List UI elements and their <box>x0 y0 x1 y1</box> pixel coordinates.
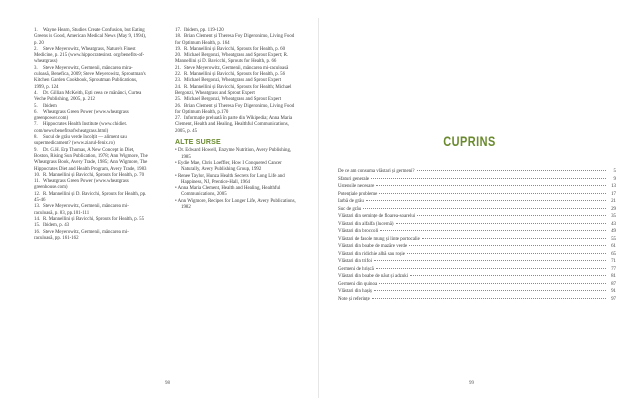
toc-entry-label: Ustensile necesare <box>338 184 375 189</box>
reference-text: R. Mannellini și D. Bavicchi, Sprouts for Health, pp. 45-46 <box>34 191 147 204</box>
alt-source-item <box>175 199 299 212</box>
toc-entry[interactable] <box>338 288 616 296</box>
reference-text: Brian Clement și Theresa Foy Digeronimo, Living Food for Optimum Health, p.170 <box>175 103 295 115</box>
toc-entry[interactable] <box>338 273 616 281</box>
toc-entry-label: Germeni din quinoa <box>338 281 378 287</box>
toc-entry-page: 49 <box>611 229 616 234</box>
reference-number: 12. <box>34 191 41 197</box>
toc-leader-dots <box>374 290 606 291</box>
reference-item <box>175 104 299 117</box>
reference-text: R. Mannellini și Bavicchi, Sprouts for Health; Michael Bergonzi, Wheatgrass and Sprout Expert <box>175 84 292 96</box>
bullet-icon: • <box>175 186 178 192</box>
toc-entry[interactable] <box>338 198 616 206</box>
toc-entry-page: 13 <box>611 184 616 189</box>
reference-text: R. Mannellini și Bavicchi, Sprouts for Health, p. 56 <box>184 72 286 78</box>
toc-entry-page: 87 <box>611 281 616 287</box>
toc-entry-page: 55 <box>611 236 616 242</box>
toc-entry-label: Vlăstari din boabe de năut și adzuki <box>338 274 409 279</box>
toc-entry-page: 65 <box>611 251 616 257</box>
reference-text: Wayne Hearn, Studies Create Confusion, but Eating Greens is Good, American Medical News (May 9, 1994), p. 20 <box>34 28 147 46</box>
toc-leader-dots <box>417 215 606 216</box>
reference-text: Steve Meyerowitz, Germenii, mâncarea mi-raculoasă, p. 83, pp.101-111 <box>34 204 129 216</box>
reference-text: Sucul de grâu verde încolțit — aliment sau supermedicament? (www.ziarul-fenix.ro) <box>34 135 127 147</box>
reference-item <box>34 135 148 148</box>
toc-entry-label: Vlăstari din broccoli <box>338 229 379 234</box>
reference-item <box>34 110 148 123</box>
reference-number: 22. <box>175 72 182 78</box>
bullet-icon: • <box>175 173 178 179</box>
page-number-right: 99 <box>469 381 474 386</box>
reference-text: Dr. Gillian McKeith, Ești ceea ce mănânci, Curtea Veche Publishing, 2005, p. 212 <box>34 90 142 103</box>
toc-entry[interactable] <box>338 213 616 221</box>
reference-text: Hippocrates Health Institute (www.chidiet. com/news/benefitsofwheatgrass.html) <box>34 122 128 134</box>
reference-number: 8. <box>34 135 38 141</box>
alt-source-item <box>175 148 299 161</box>
toc-leader-dots <box>417 170 606 171</box>
reference-item <box>34 230 148 243</box>
reference-number: 9. <box>34 147 38 153</box>
toc-entry-page: 81 <box>611 274 616 279</box>
reference-text: Informație preluată în parte din Wikipedia; Anna Maria Clement, Health and Healing, Healthful Communications, 2005, p. 45 <box>175 116 293 134</box>
reference-text: Michael Bergonzi, Wheatgrass and Sprout Expert <box>184 78 282 84</box>
reference-text: Brian Clement și Theresa Foy Digeronimo, Living Food for Optimum Health, p. 164 <box>175 34 295 46</box>
reference-number: 3. <box>34 65 38 71</box>
toc-entry-page: 17 <box>611 191 616 197</box>
alt-source-text: Ann Wigmore, Recipes for Longer Life, Avery Publications, 1982 <box>177 198 296 211</box>
reference-text: Michael Bergonzi, Wheatgrass and Sprout Expert <box>184 97 282 103</box>
reference-number: 23. <box>175 78 182 84</box>
toc-leader-dots <box>374 260 606 261</box>
left-page <box>18 18 318 398</box>
toc-leader-dots <box>396 223 606 224</box>
reference-item <box>34 91 148 104</box>
alt-source-item <box>175 161 299 174</box>
toc-entry[interactable] <box>338 258 616 266</box>
reference-item <box>34 122 148 135</box>
toc-entry-page: 97 <box>611 296 616 302</box>
toc-entry[interactable] <box>338 281 616 289</box>
alt-sources-list <box>175 148 299 211</box>
right-page <box>319 18 620 398</box>
toc-entry-label: Potențiale probleme <box>338 191 378 197</box>
toc-entry-page: 61 <box>611 244 616 249</box>
toc-leader-dots <box>379 283 606 284</box>
toc-entry-label: Vlăstari de fasole mung și linte portocalie <box>338 236 420 242</box>
reference-item <box>175 34 299 47</box>
toc-entry-page: 21 <box>611 199 616 204</box>
toc-entry[interactable] <box>338 176 616 184</box>
reference-text: Dr. G.H. Erp Thomas, A New Concept in Diet, Boston, Rising Sun Publication, 1978; Ann Wigmore, The Wheatgrass Book, Avery Trade, 1985; Ann Wigmore, The Hippocrates Diet and Health Program, Avery Trade, 1983 <box>34 147 148 172</box>
toc-entry[interactable] <box>338 206 616 214</box>
toc-entry[interactable] <box>338 221 616 229</box>
reference-item <box>175 53 299 66</box>
reference-number: 16. <box>34 229 41 235</box>
toc-entry-label: Suc de grâu <box>338 206 362 212</box>
reference-number: 14. <box>34 216 41 222</box>
toc-entry-page: 35 <box>611 214 616 219</box>
reference-text: Ibidem, pp. 119-120 <box>184 28 224 33</box>
toc-leader-dots <box>422 238 606 239</box>
reference-number: 18. <box>175 34 182 40</box>
toc-leader-dots <box>407 253 606 254</box>
toc-entry[interactable] <box>338 183 616 191</box>
toc-entry-page: 43 <box>611 221 616 227</box>
toc-entry-label: Note și referințe <box>338 296 370 302</box>
reference-item <box>34 47 148 66</box>
reference-item <box>34 28 148 47</box>
bullet-icon: • <box>175 198 178 204</box>
toc-entry-page: 29 <box>611 206 616 212</box>
toc-leader-dots <box>379 193 606 194</box>
toc-entry[interactable] <box>338 296 616 304</box>
toc-entry-label: Vlăstari din semințe de floarea-soarelui <box>338 214 416 219</box>
toc-leader-dots <box>376 268 606 269</box>
reference-text: Wheatgrass Green Power (www.wheatgrass greenpower.com) <box>34 109 129 122</box>
references-column-2 <box>175 28 299 211</box>
toc-entry-label: Germeni de hrișcă <box>338 266 374 272</box>
reference-number: 13. <box>34 204 41 210</box>
reference-number: 7. <box>34 122 38 128</box>
toc-entry[interactable] <box>338 243 616 251</box>
toc-entry-label: Vlăstari din alfalfa (lucernă) <box>338 221 394 227</box>
reference-text: Michael Bergonzi, Wheatgrass and Sprout Expert; R. Mannellini și D. Bavicchi, Sprouts for Health, p. 66 <box>175 53 289 65</box>
reference-item <box>175 85 299 98</box>
toc-entry-page: 77 <box>611 266 616 272</box>
reference-number: 4. <box>34 90 38 96</box>
toc-leader-dots <box>409 245 606 246</box>
toc-leader-dots <box>366 200 606 201</box>
reference-item <box>175 116 299 135</box>
reference-number: 5. <box>34 103 38 109</box>
reference-number: 2. <box>34 46 38 52</box>
toc-entry-page: 5 <box>613 169 616 174</box>
alt-source-text: Anna Maria Clement, Health and Healing, Healthful Communications, 2005 <box>177 186 281 198</box>
contents-title: CUPRINS <box>443 133 496 149</box>
reference-number: 27. <box>175 116 182 122</box>
reference-number: 1. <box>34 28 38 33</box>
table-of-contents <box>338 168 616 303</box>
toc-entry[interactable] <box>338 168 616 176</box>
reference-text: Steve Meyerowitz, Wheatgrass, Nature's Finest Medicine, p. 215 (www.hippocratesinst. org/benefits-of-wheatgrass) <box>34 46 145 65</box>
alt-source-item <box>175 174 299 187</box>
alt-source-text: Eydie Mae, Chris Loeffler, How I Conquered Cancer Naturally, Avery Publishing Group, 1992 <box>177 160 282 173</box>
toc-entry-label: Vlăstari din trifoi <box>338 259 372 264</box>
toc-entry-label: Vlăstari din hașiș <box>338 289 372 294</box>
alt-sources-title: ALTE SURSE <box>175 139 221 147</box>
toc-entry[interactable] <box>338 228 616 236</box>
toc-leader-dots <box>372 298 606 299</box>
reference-text: Steve Meyerowitz, Germenii, mâncarea mira-culoasă, Benefica, 2009; Steve Meyerowitz, Sproutman's Kitchen Garden Cookbook, Sproutman Publications, 1999, p. 124 <box>34 65 146 90</box>
reference-number: 6. <box>34 109 38 115</box>
reference-text: Ibidem <box>43 103 57 109</box>
reference-text: Steve Meyerowitz, Germenii, mâncarea mi-raculoasă <box>184 65 289 71</box>
reference-text: R. Mannellini și Bavicchi, Sprouts for Health, p. 60 <box>184 46 286 52</box>
references-column-1 <box>34 28 148 242</box>
reference-item <box>34 66 148 91</box>
page-number-left: 98 <box>165 381 170 386</box>
toc-entry-label: Sfaturi generale <box>338 176 370 182</box>
alt-source-text: Dr. Edward Howell, Enzyme Nutrition, Avery Publishing, 1985 <box>177 148 292 160</box>
reference-number: 15. <box>34 223 41 229</box>
reference-item <box>34 148 148 173</box>
reference-number: 10. <box>34 172 41 178</box>
toc-entry[interactable] <box>338 236 616 244</box>
book-spread <box>18 18 620 398</box>
toc-leader-dots <box>410 275 606 276</box>
reference-number: 19. <box>175 46 182 52</box>
toc-entry-label: Vlăstari din ridichie albă sau roșie <box>338 251 405 257</box>
toc-entry-label: De ce am consuma vlăstari și germeni? <box>338 169 415 174</box>
toc-entry-label: Vlăstari din boabe de mazăre verde <box>338 244 408 249</box>
toc-entry[interactable] <box>338 266 616 274</box>
toc-leader-dots <box>363 208 606 209</box>
reference-item <box>34 204 148 217</box>
toc-leader-dots <box>380 230 606 231</box>
bullet-icon: • <box>175 160 178 166</box>
reference-text: Wheatgrass Green Power (www.wheatgrass greenhouse.com) <box>34 179 129 191</box>
alt-source-item <box>175 186 299 199</box>
reference-number: 25. <box>175 97 182 103</box>
reference-number: 20. <box>175 53 182 59</box>
reference-number: 26. <box>175 103 182 109</box>
toc-entry[interactable] <box>338 191 616 199</box>
reference-number: 11. <box>34 179 40 185</box>
toc-entry-page: 71 <box>611 259 616 264</box>
toc-leader-dots <box>371 178 606 179</box>
reference-text: Ibidem, p. 43 <box>43 223 70 229</box>
reference-item <box>34 192 148 205</box>
alt-source-text: Renee Taylor, Hunza Health Secrets for Long Life and Happiness, NJ, Prentice-Hall, 1964 <box>177 173 285 185</box>
reference-number: 24. <box>175 84 182 90</box>
reference-text: Steve Meyerowitz, Germenii, mâncarea mi-raculoasă, pp. 161-162 <box>34 229 129 241</box>
reference-text: R. Mannellini și Bavicchi, Sprouts for Health, p. 70 <box>43 172 145 178</box>
toc-entry-page: 9 <box>613 176 616 182</box>
reference-number: 17. <box>175 28 182 33</box>
toc-leader-dots <box>376 185 606 186</box>
bullet-icon: • <box>175 148 178 154</box>
reference-text: R. Mannellini și Bavicchi, Sprouts for Health, p. 55 <box>43 216 145 222</box>
toc-entry-label: Iarbă de grâu <box>338 199 364 204</box>
reference-item <box>34 179 148 192</box>
toc-entry[interactable] <box>338 251 616 259</box>
reference-number: 21. <box>175 65 182 71</box>
references-list-2 <box>175 28 299 135</box>
toc-entry-page: 91 <box>611 289 616 294</box>
